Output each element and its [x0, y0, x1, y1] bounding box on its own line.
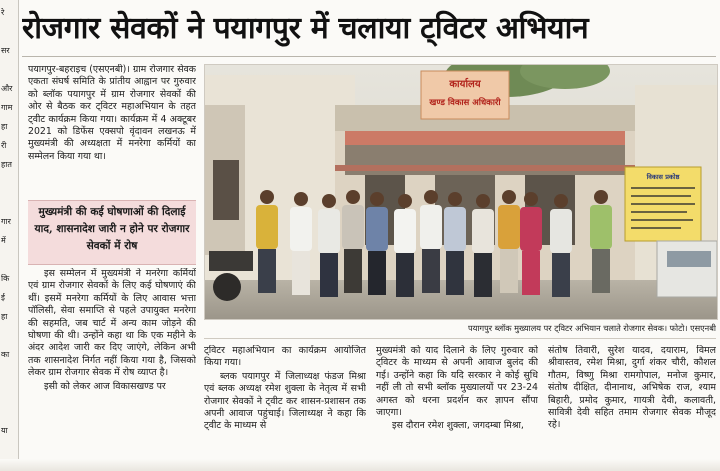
person-figure	[342, 190, 364, 293]
strip-fragment: या	[1, 426, 8, 435]
news-photo	[204, 64, 718, 320]
person-figure	[520, 192, 542, 295]
adjacent-article-strip	[0, 0, 19, 471]
page-edge	[0, 459, 720, 471]
paragraph: ब्लक पयागपुर में जिलाध्यक्ष फंडज मिश्रा एवं ब्लक अध्यक्ष रमेश शुक्ला के नेतृत्व में सभी रोजगार सेवकों ने ट्वीट कर शासन-प्रशासन तक अपनी आवाज पहुंचाई। जिलाध्यक्ष ने कहा कि ट्वीट के माध्यम से	[204, 370, 366, 432]
strip-fragment: हा	[1, 312, 8, 321]
paragraph: इसी को लेकर आज विकासखण्ड पर	[44, 380, 166, 392]
person-figure	[472, 194, 494, 297]
divider	[204, 338, 716, 339]
divider	[22, 56, 716, 57]
person-figure	[256, 190, 278, 293]
strip-fragment: री	[1, 141, 7, 150]
paragraph: ट्विटर महाअभियान का कार्यक्रम आयोजित किया गया।	[204, 345, 366, 369]
paragraph: पयागपुर-बहराइच (एसएनबी)। ग्राम रोजगार सेवक एकता संघर्ष समिति के प्रांतीय आह्वान पर गुरुवार को ब्लॉक पयागपुर में ग्राम रोजगार सेवकों की ओर से बैठक कर ट्विटर महाअभियान के तहत ट्वीट कार्यक्रम किया गया। कार्यक्रम में 4 अक्टूबर 2021 को डिफेंस एक्सपो वृंदावन लखनऊ में मुख्यमंत्री की अध्यक्षता में मनरेगा कर्मियों का सम्मेलन किया गया था।	[28, 64, 196, 162]
strip-fragment: और	[1, 84, 13, 93]
person-figure	[420, 190, 442, 293]
office-sign-line-2: खण्ड विकास अधिकारी	[429, 98, 501, 108]
office-sign-line-1: कार्यालय	[449, 79, 481, 90]
paragraph: संतोष तिवारी, सुरेश यादव, दयाराम, विमल श्रीवास्तव, रमेश मिश्रा, दुर्गा शंकर चौरी, कौशल गौतम, विष्णु मिश्रा रामगोपाल, मनोज कुमार, संतोष दीक्षित, दीनानाथ, अभिषेक राज, श्याम बिहारी, प्रमोद कुमार, गायत्री देवी, कलावती, सावित्री देवी सहित तमाम रोजगार सेवक मौजूद रहे।	[548, 345, 716, 431]
pull-quote-text: मुख्यमंत्री की कई घोषणाओं की दिलाई याद, शासनादेश जारी न होने पर रोजगार सेवकों में रोष	[34, 206, 190, 252]
strip-fragment: हात	[1, 160, 12, 169]
paragraph: मुख्यमंत्री को याद दिलाने के लिए गुरुवार को ट्विटर के माध्यम से अपनी आवाज बुलंद की गई। उन्होंने कहा कि यदि सरकार ने कोई सुधि नहीं ली तो सभी ब्लॉक मुख्यालयों पर 23-24 अगस्त को धरना प्रदर्शन कर ज्ञापन सौंपा जाएगा।	[376, 345, 538, 419]
article-column-4	[548, 345, 716, 457]
strip-fragment: हा	[1, 122, 8, 131]
person-figure	[550, 194, 572, 297]
strip-fragment: में	[1, 236, 6, 245]
headline: रोजगार सेवकों ने पयागपुर में चलाया ट्विटर अभियान	[22, 11, 589, 46]
strip-fragment: सर	[1, 46, 10, 55]
person-figure	[498, 190, 520, 293]
pull-quote	[28, 200, 196, 265]
person-figure	[318, 194, 340, 297]
paragraph: इस सम्मेलन में मुख्यमंत्री ने मनरेगा कर्मियों एवं ग्राम रोजगार सेवकों के लिए कई घोषणाएं की थीं। इसमें मनरेगा कर्मियों के लिए आवास भत्ता पॉलिसी, सेवा समाप्ति से पहले उपायुक्त मनरेगा की सहमति, जब चार्ट में अन्य काम जोड़ने की घोषणा की थी। उन्होंने कहा था कि एक महीने के अंदर आदेश जारी कर दिए जाएंगे, लेकिन अभी तक शासनादेश निर्गत नहीं किया गया है, जिसको लेकर ग्राम रोजगार सेवक में रोष व्याप्त है।	[28, 268, 196, 379]
person-figure	[366, 192, 388, 295]
article-column-3	[376, 345, 538, 457]
photo-illustration	[205, 65, 717, 319]
photo-caption: पयागपुर ब्लॉक मुख्यालय पर ट्विटर अभियान चलाते रोजगार सेवक। फोटो। एसएनबी	[468, 323, 716, 333]
article-column-1-top	[28, 64, 196, 196]
strip-fragment: कि	[1, 274, 10, 283]
paragraph: इस दौरान रमेश शुक्ला, जगदम्बा मिश्रा,	[392, 420, 524, 432]
person-figure	[394, 194, 416, 297]
strip-fragment: गाम	[1, 103, 13, 112]
person-figure	[590, 190, 612, 293]
person-figure	[290, 192, 312, 295]
article-column-2	[204, 345, 366, 457]
person-figure	[444, 192, 466, 295]
notice-board-title: विकास प्रकोष्ठ	[646, 173, 680, 181]
strip-fragment: गार	[1, 217, 11, 226]
article-column-1-bottom	[28, 268, 196, 458]
strip-fragment: का	[1, 350, 10, 359]
strip-fragment: ई	[1, 293, 5, 302]
strip-fragment: रे	[1, 8, 5, 17]
